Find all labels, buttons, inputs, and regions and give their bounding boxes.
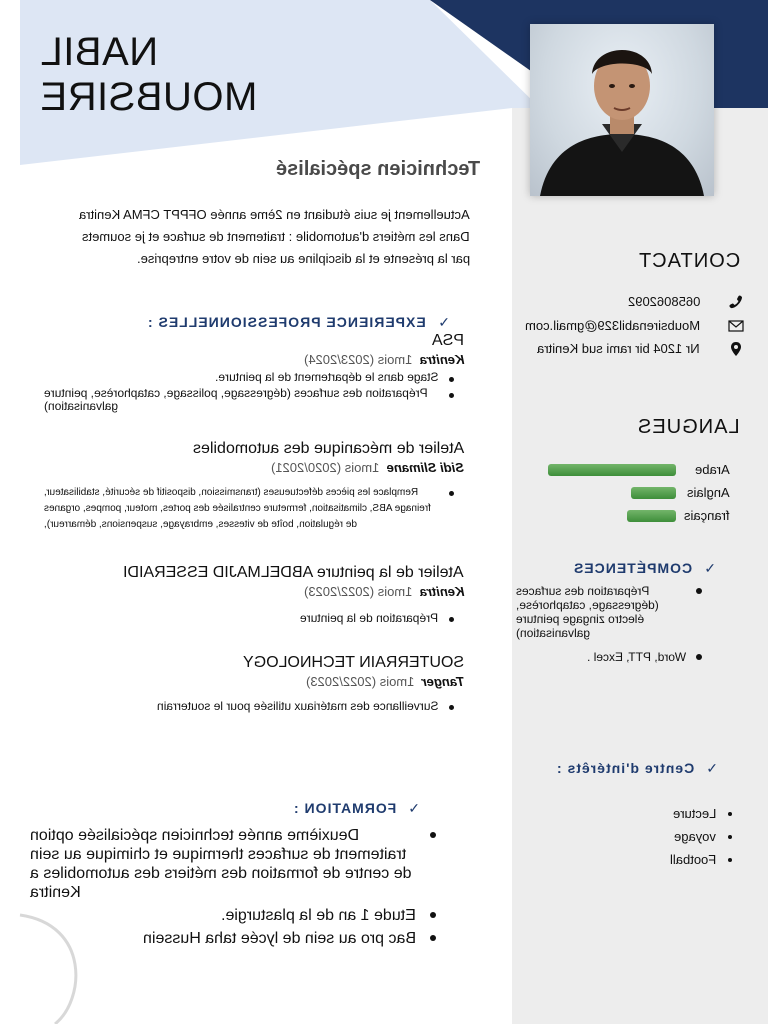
contact-heading: CONTACT — [637, 250, 740, 272]
competences-heading: COMPÉTENCES ✓ — [572, 560, 716, 576]
language-arabe: Arabe — [540, 460, 740, 480]
list-item: Word, PTT, Excel . — [516, 650, 706, 664]
phone-icon — [728, 294, 744, 310]
language-francais: français — [540, 506, 740, 526]
check-icon: ✓ — [430, 314, 450, 330]
list-item: Etude 1 an de la plasturgie. — [30, 906, 444, 925]
language-level-bar — [548, 464, 676, 476]
profile-summary: Actuellement je suis étudiant en 2ème année OFPPT CFMA Kenitra Dans les métiers d'automobile : traitement de surface et je soumets par la présente et la discipline au sein de votre entreprise. — [79, 207, 470, 266]
list-item: Préparation de la peinture — [44, 611, 464, 625]
job-entry: SOUTERRAIN TECHNOLOGY Tanger 1mois (2022/2023) Surveillance des matériaux utilisée pour le souterrain — [44, 654, 464, 713]
list-item: voyage — [600, 829, 740, 852]
interests-heading: Centre d'intérêts : ✓ — [555, 760, 718, 776]
languages-heading: LANGUES — [637, 416, 740, 438]
language-level-bar — [627, 510, 676, 522]
check-icon: ✓ — [696, 560, 716, 576]
list-item: Remplace les pièces défectueuses (transmission, dispositif de sécurité, stabilisateur, freinage ABS, climatisation, fermeture centralisée des portes, moteur, pompes, organes de régulation, boîte de vitesses, embrayage, suspensions, démarreur), — [44, 485, 464, 533]
language-level-bar — [631, 487, 676, 499]
contact-email[interactable]: Moubsirenabil329@gmail.com — [510, 316, 750, 338]
list-item: Deuxième année technicien spécialisée option traitement de surfaces thermique et chimique au sein de centre de formation des métiers des automobiles a Kenitra — [30, 826, 444, 902]
check-icon: ✓ — [400, 800, 420, 816]
formation-heading: FORMATION : ✓ — [292, 800, 420, 816]
list-item: Bac pro au sein de lycée taha Hussein — [30, 929, 444, 948]
language-anglais: Anglais — [540, 483, 740, 503]
mail-icon — [728, 318, 744, 334]
list-item: Stage dans le département de la peinture. — [44, 371, 464, 384]
profile-photo — [530, 24, 714, 196]
interests-list — [600, 806, 740, 875]
formation-list — [30, 826, 444, 952]
list-item: Football — [600, 852, 740, 875]
list-item: Préparation des surfaces (dégressage, polissage, cataphorèse, peinture galvanisation) — [44, 387, 464, 413]
job-entry: Atelier de la peinture ABDELMAJID ESSERAIDI Kenitra 1mois (2022/2023) Préparation de la peinture — [44, 564, 464, 625]
job-entry: Atelier de mécanique des automobiles Sidi Slimane 1mois (2020/2021) Remplace les pièces défectueuses (transmission, dispositif de sécurité, stabilisateur, freinage ABS, climatisation, fermeture centralisée des portes, moteur, pompes, organes de régulation, boîte de vitesses, embrayage, suspensions, démarreur), — [44, 440, 464, 533]
job-entry: PSA Kenitra 1mois (2023/2024) Stage dans le département de la peinture. Préparation des surfaces (dégressage, polissage, cataphorèse, peinture galvanisation) — [44, 332, 464, 413]
job-role-title: Technicien spécialisé — [275, 158, 480, 180]
contact-address: Nr 1204 bir rami sud Kenitra — [510, 339, 750, 361]
contact-phone[interactable]: 0658062092 — [510, 292, 750, 314]
competences-list — [516, 584, 706, 674]
list-item: Surveillance des matériaux utilisée pour le souterrain — [44, 699, 464, 713]
location-icon — [728, 341, 744, 357]
experience-heading: EXPERIENCE PROFESSIONNELLES : ✓ — [147, 314, 450, 330]
candidate-name: NABIL MOUBSIRE — [40, 30, 258, 119]
list-item: Lecture — [600, 806, 740, 829]
check-icon: ✓ — [698, 760, 718, 776]
list-item: Préparation des surfaces (dégressage, cataphorèse, électro zingage peinture galvanisation) — [516, 584, 706, 640]
